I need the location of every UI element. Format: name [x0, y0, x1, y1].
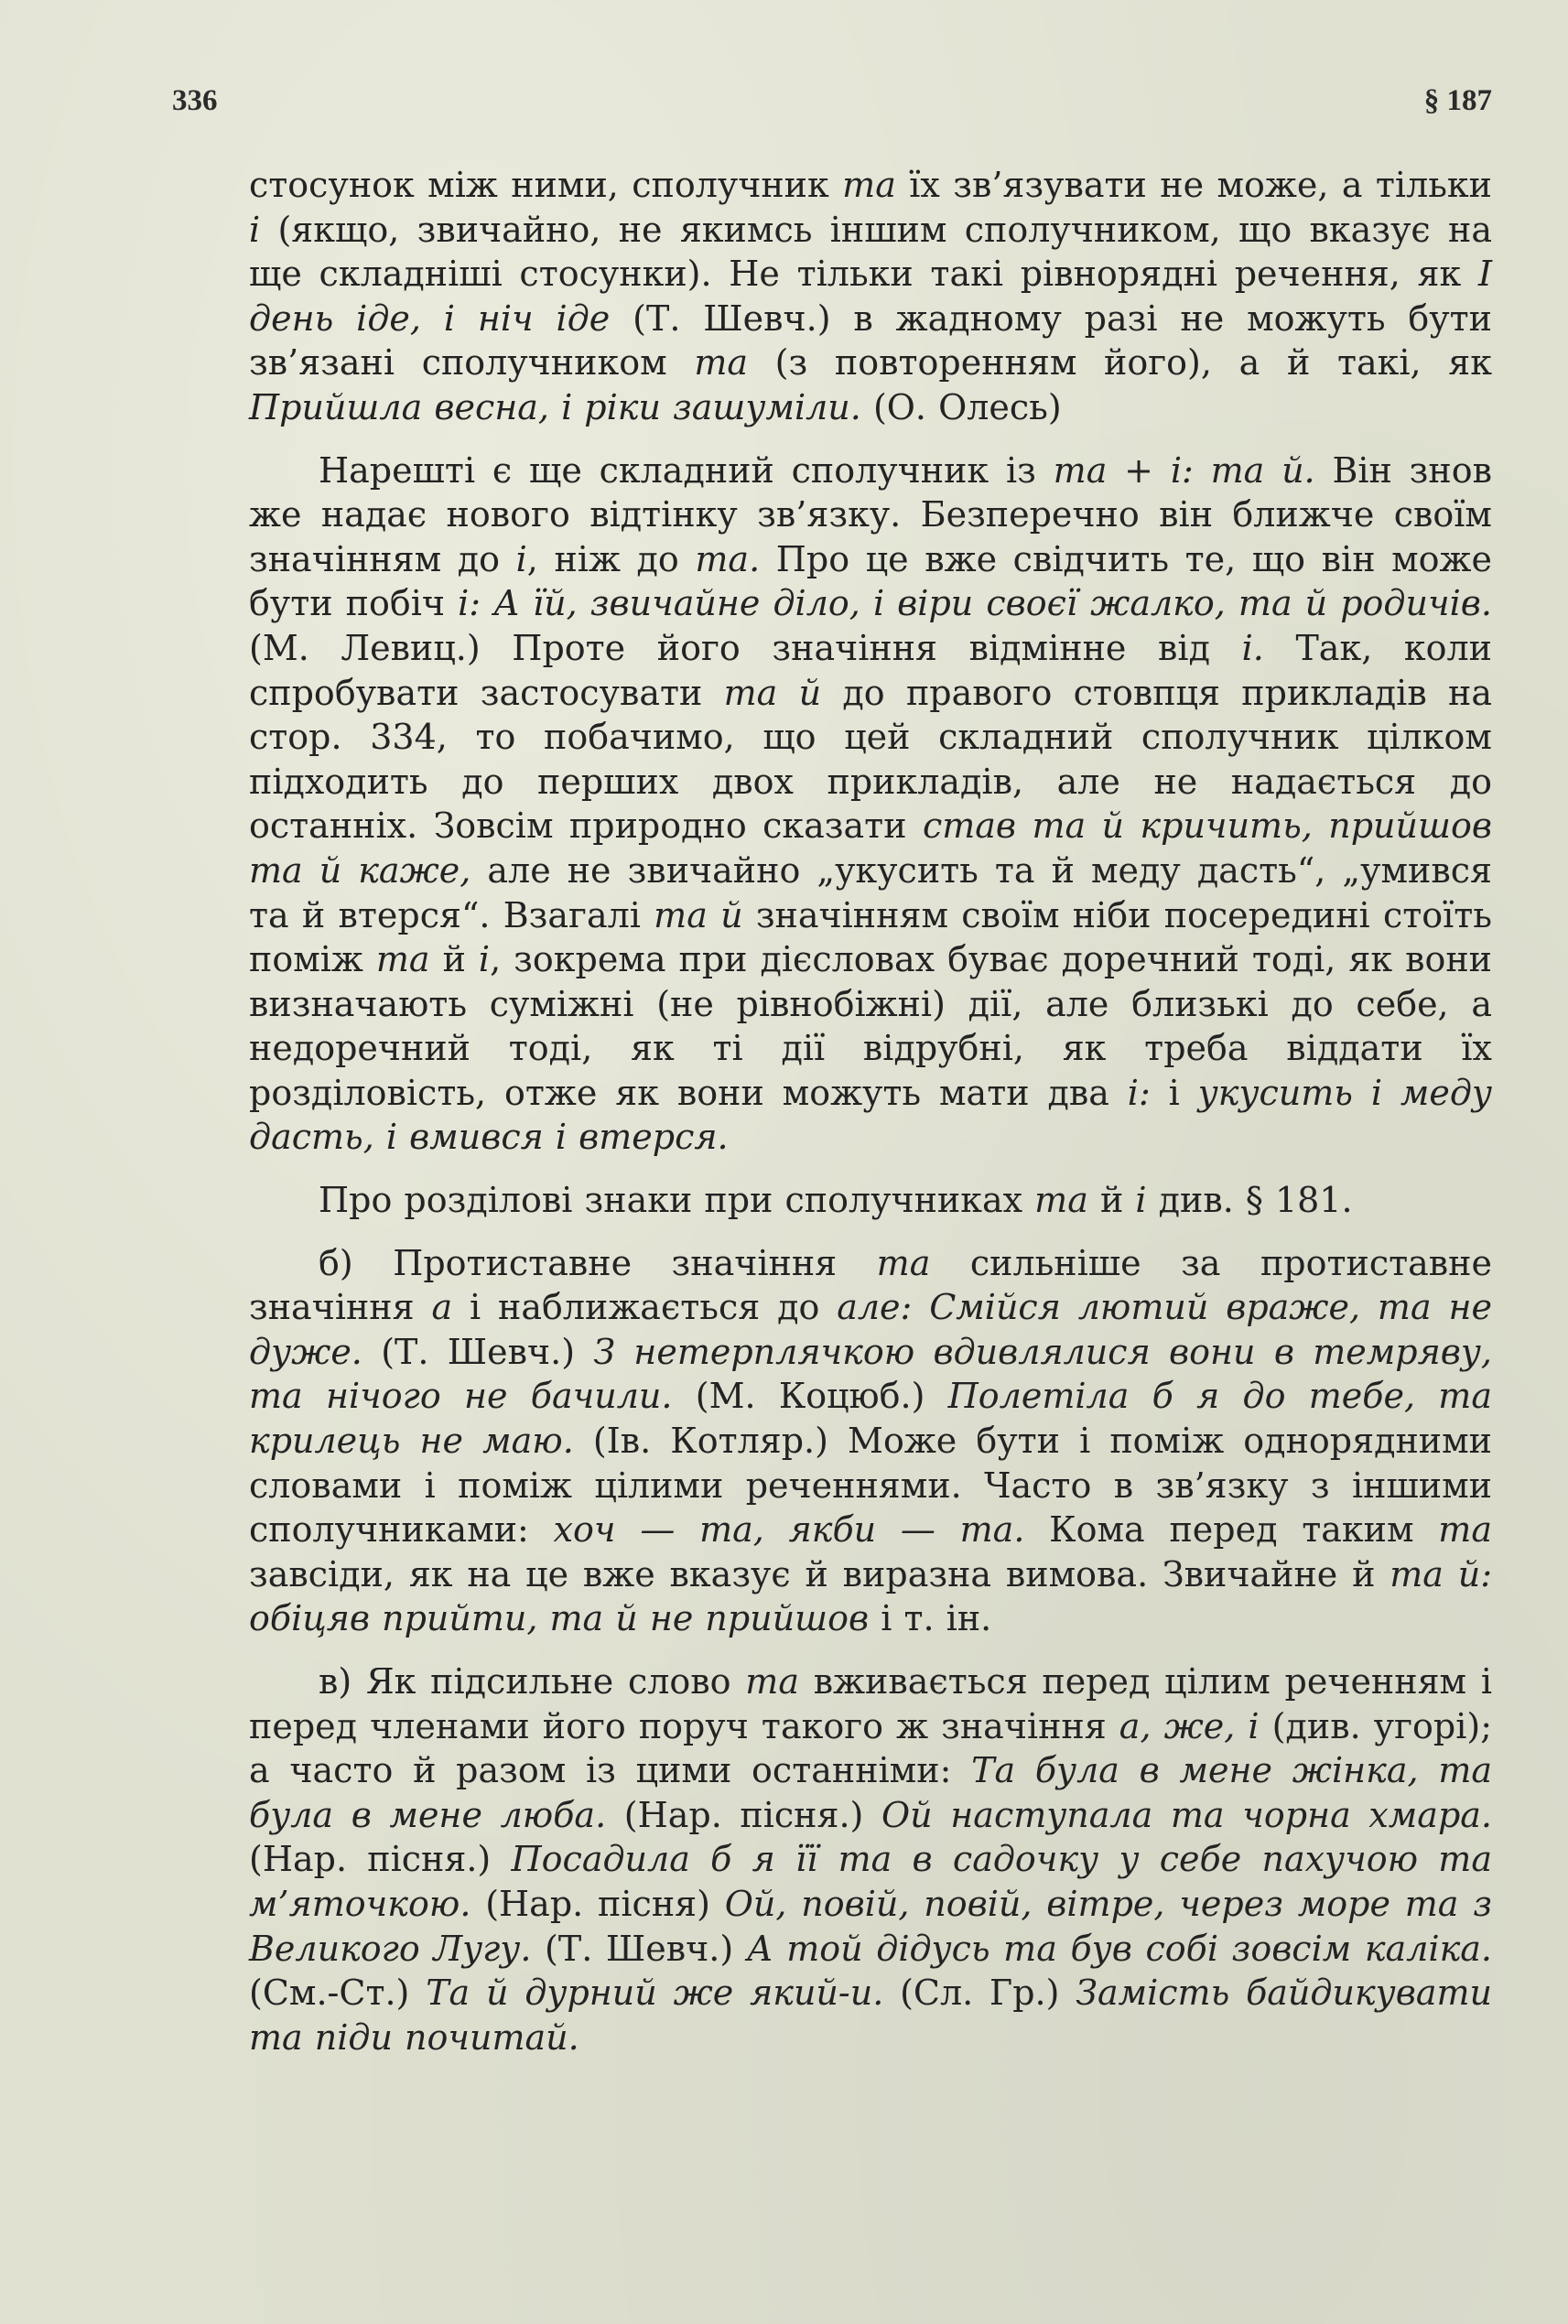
italic-example: та	[1034, 1180, 1088, 1221]
italic-example: А той дідусь та був собі зовсім каліка.	[746, 1928, 1492, 1969]
page-number: 336	[172, 84, 218, 117]
italic-example: хоч — та, якби — та.	[553, 1509, 1025, 1551]
text-run: (Т. Шевч.) в жадному разі не можуть бути зв’язані сполучником	[249, 297, 1492, 384]
text-run: стосунок між ними, сполучник	[249, 165, 843, 205]
italic-example: Ой, повій, повій, вітре, через море та з Великого Лугу.	[249, 1883, 1492, 1969]
text-run: (Т. Шевч.)	[531, 1928, 747, 1969]
italic-example: і	[1135, 1180, 1147, 1221]
italic-example: але: Смійся лютий враже, та не дуже.	[249, 1287, 1492, 1372]
paragraph-continuation	[249, 163, 1492, 430]
italic-example: та	[745, 1661, 799, 1702]
italic-example: Та й дурний же який-и.	[426, 1973, 884, 2014]
paragraph-b-adversative	[249, 1241, 1492, 1641]
text-run: Кома перед таким	[1024, 1509, 1439, 1551]
text-run: і	[1150, 1072, 1198, 1113]
text-run: вживається перед цілим реченням і перед членами його поруч такого ж значіння	[249, 1661, 1492, 1746]
text-run: (М. Левиц.) Проте його значіння відмінне від	[249, 627, 1242, 668]
text-run: (див. угорі); а часто й разом із цими останніми:	[249, 1705, 1493, 1791]
text-run: (Нар. пісня.)	[606, 1794, 882, 1835]
italic-example: а, же, і	[1119, 1705, 1260, 1746]
text-run: їх зв’язувати не може, а тільки	[895, 165, 1492, 205]
text-run: завсіди, як на це вже вказує й виразна вимова. Звичайне й	[249, 1553, 1390, 1594]
italic-example: та й	[654, 894, 743, 935]
italic-example: і:	[1127, 1072, 1151, 1113]
text-run: але не звичайно „укусить та й меду дасть“, „умився та й втерся“. Взагалі	[249, 849, 1492, 935]
italic-example: Замість байдикувати та піди почитай.	[249, 1973, 1492, 2058]
italic-example: а	[431, 1287, 453, 1328]
italic-example: З нетерплячкою вдивлялися вони в темряву, та нічого не бачили.	[249, 1331, 1492, 1417]
italic-example: та + і: та й.	[1053, 449, 1315, 491]
italic-example: укусить і меду дасть, і вмився і втерся.	[249, 1072, 1493, 1158]
text-run: Про це вже свідчить те, що він може бути побіч	[249, 538, 1492, 624]
italic-example: та й: обіцяв прийти, та й не прийшов	[249, 1553, 1492, 1639]
paragraph-compound-conjunction	[249, 449, 1492, 1161]
text-run: й	[429, 939, 479, 980]
text-run: значінням своїм ніби посередині стоїть поміж	[249, 894, 1492, 980]
text-run: див. § 181.	[1146, 1180, 1353, 1221]
text-run: (Ів. Котляр.) Може бути і поміж однорядними словами і поміж цілими реченнями. Часто в зв’язку з іншими сполучниками:	[249, 1421, 1493, 1551]
italic-example: став та й кричить, прийшов та й каже,	[249, 805, 1492, 891]
text-run: Нарешті є ще складний сполучник із	[319, 449, 1054, 491]
text-run: (См.-Ст.)	[249, 1973, 427, 2014]
text-run: (з повторенням його), а й такі, як	[748, 342, 1492, 384]
text-run: в) Як підсильне слово	[319, 1661, 746, 1702]
text-run: і наближається до	[452, 1287, 838, 1328]
italic-example: і: А їй, звичайне діло, і віри своєї жалко, та й родичів.	[458, 583, 1492, 624]
italic-example: І день іде, і ніч іде	[249, 254, 1492, 339]
italic-example: і	[478, 939, 491, 980]
italic-example: та	[1438, 1509, 1492, 1551]
text-run: й	[1087, 1180, 1136, 1221]
text-run: (М. Коцюб.)	[672, 1376, 948, 1417]
italic-example: і	[515, 538, 527, 579]
text-run: (Т. Шевч.)	[362, 1331, 594, 1372]
paragraph-punctuation-note	[249, 1178, 1492, 1223]
italic-example: та	[694, 342, 749, 384]
text-run: сильніше за протиставне значіння	[249, 1242, 1492, 1328]
text-run: Про розділові знаки при сполучниках	[319, 1180, 1035, 1221]
italic-example: та й	[723, 672, 822, 713]
italic-example: Ой наступала та чорна хмара.	[881, 1794, 1493, 1835]
text-run: , зокрема при дієсловах буває доречний тоді, як вони визначають суміжні (не рівнобіжні) дії, але близькі до себе, а недоречний тоді, як ті дії відрубні, як треба віддати їх розділовість, отже як вони можуть мати два	[249, 939, 1493, 1113]
italic-example: та	[876, 1242, 931, 1283]
italic-example: Полетіла б я до тебе, та крилець не маю.	[249, 1376, 1492, 1462]
text-run: до правого стовпця прикладів на стор. 334, то побачимо, що цей складний сполучник цілком підходить до перших двох прикладів, але не надається до останніх. Зовсім природно сказати	[249, 672, 1492, 847]
text-run: (якщо, звичайно, не якимсь іншим сполучником, що вказує на ще складніші стосунки). Не тільки такі рівнорядні речення, як	[249, 209, 1492, 295]
text-run: (Нар. пісня.)	[249, 1839, 512, 1880]
section-marker: § 187	[1423, 84, 1492, 117]
italic-example: і	[249, 209, 261, 250]
text-run: (Сл. Гр.)	[883, 1973, 1076, 2014]
italic-example: та	[375, 939, 430, 980]
page-body	[249, 163, 1492, 2059]
text-run: , ніж до	[526, 538, 696, 579]
text-run: б) Протиставне значіння	[319, 1242, 877, 1283]
text-run: Так, коли спробувати застосувати	[249, 627, 1492, 713]
italic-example: та.	[695, 538, 761, 579]
text-run: (О. Олесь)	[860, 386, 1062, 427]
text-run: (Нар. пісня)	[470, 1883, 725, 1924]
italic-example: Прийшла весна, і ріки зашуміли.	[249, 386, 861, 427]
paragraph-c-intensifier	[249, 1659, 1492, 2059]
page-header	[172, 84, 1492, 130]
italic-example: Та була в мене жінка, та була в мене люба.	[249, 1750, 1493, 1835]
italic-example: Посадила б я її та в садочку у себе пахучою та м’яточкою.	[249, 1839, 1492, 1924]
text-run: і т. ін.	[869, 1598, 992, 1639]
italic-example: та	[842, 165, 896, 205]
text-run: Він знов же надає нового відтінку зв’язку. Безперечно він ближче своїм значінням до	[249, 449, 1492, 579]
italic-example: і.	[1241, 627, 1264, 668]
